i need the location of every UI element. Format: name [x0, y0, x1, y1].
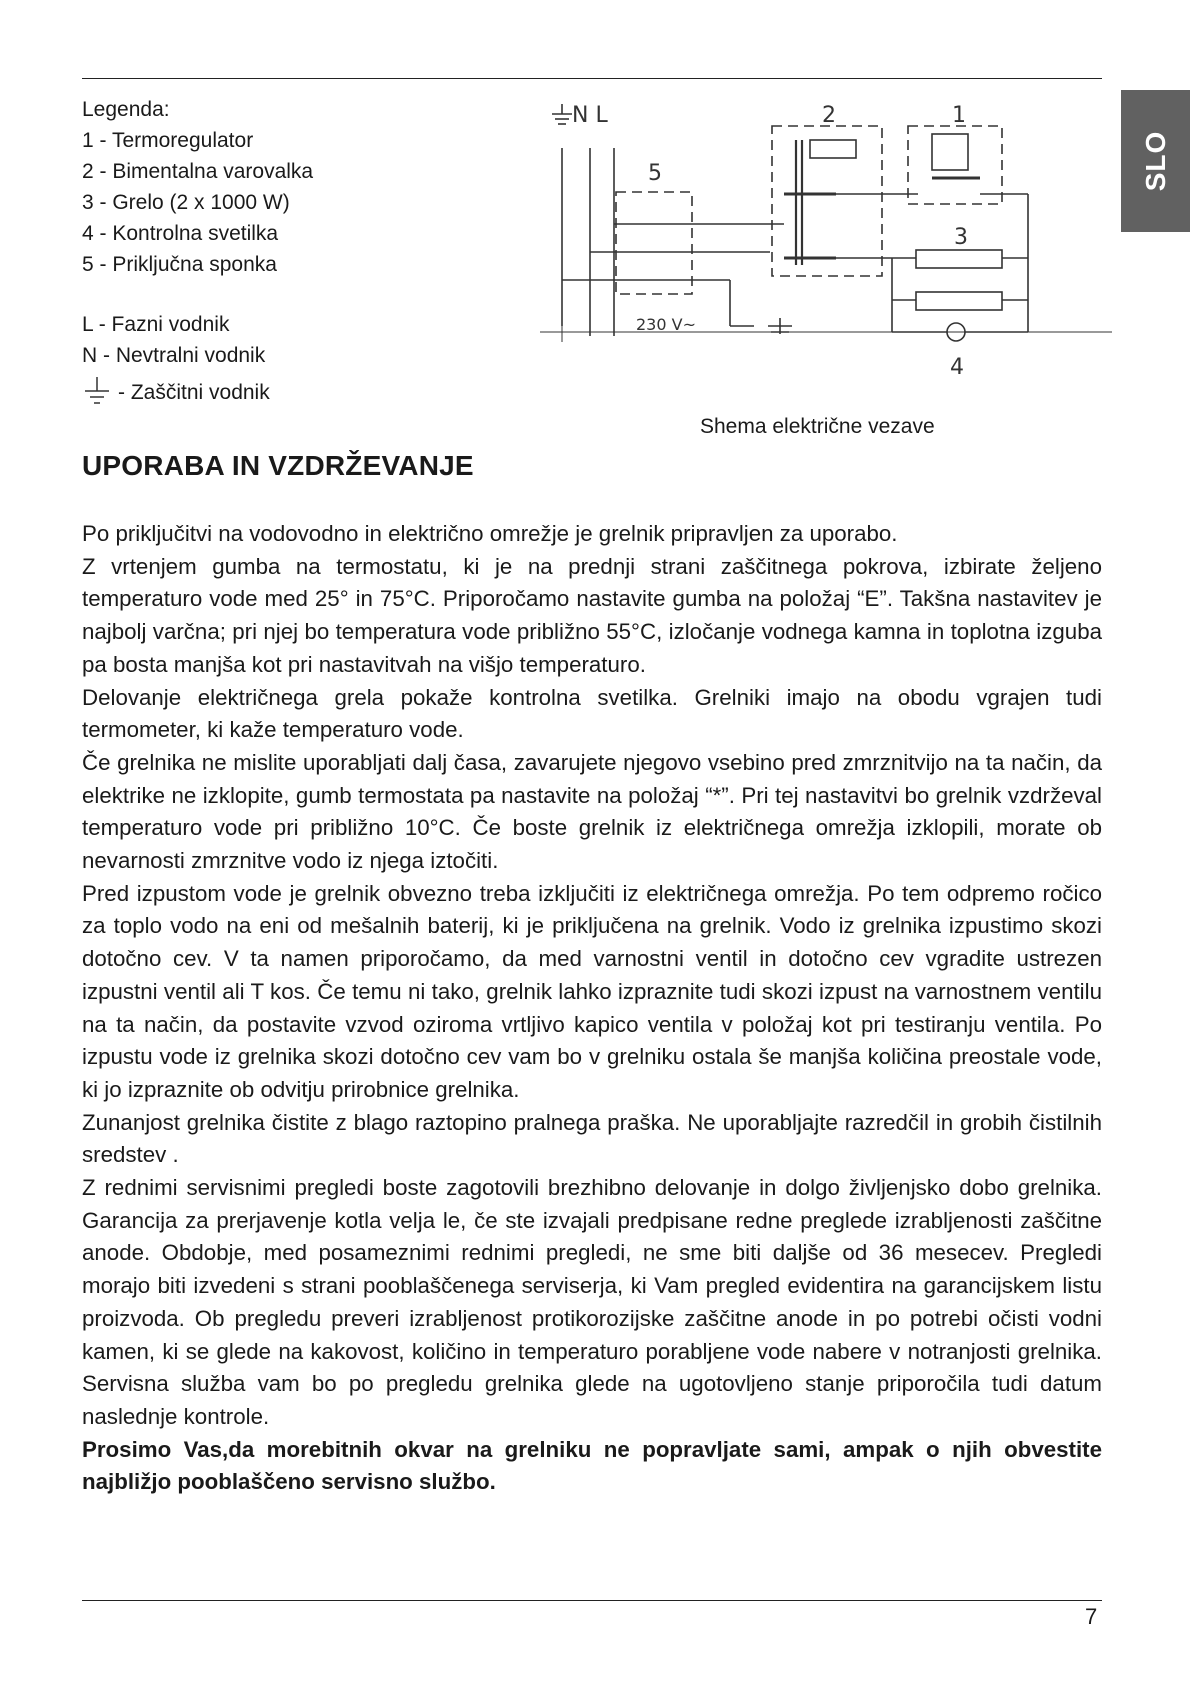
service-notice: Prosimo Vas,da morebitnih okvar na grelniku ne popravljate sami, ampak o njih obvestite najbližjo pooblaščeno servisno službo.: [82, 1436, 1102, 1495]
schema-label-3: 3: [954, 225, 968, 250]
legend-item: 4 - Kontrolna svetilka: [82, 222, 279, 245]
page-number: 7: [1085, 1604, 1098, 1629]
paragraph: Z rednimi servisnimi pregledi boste zagotovili brezhibno delovanje in dolgo življenjsko dobo grelnika. Garancija za prerjavenje kotla velja le, če ste izvajali predpisane redne preglede izrabljenosti zaščitne anode. Obdobje, med posameznimi rednimi pregledi, ne sme biti daljše od 36 mesecev. Pregledi morajo biti izvedeni s strani pooblaščenega serviserja, ki Vam pregled evidentira na garancijskem listu proizvoda. Ob pregledu preveri izrabljenost protikorozijske zaščitne anode in po potrebi očisti vodni kamen, ki se glede na kakovost, količino in temperaturo porabljene vode nabere v notranjosti grelnika. Servisna služba vam bo po pregledu grelnika glede na ugotovljeno stanje priporočila tudi datum naslednje kontrole.: [82, 1175, 1102, 1429]
legend-item: 1 - Termoregulator: [82, 129, 254, 152]
paragraph: Če grelnika ne mislite uporabljati dalj časa, zavarujete njegovo vsebino pred zmrznitvijo na ta način, da elektrike ne izklopite, gumb termostata pa nastavite na položaj “*”. Pri tej nastavitvi bo grelnik vzdrževal temperaturo vode pri približno 10°C. Če boste grelnik iz električnega omrežja izklopili, morate ob nevarnosti zmrznitve vodo iz njega iztočiti.: [82, 749, 1102, 874]
legend-title: Legenda:: [82, 98, 170, 121]
schema-caption: Shema električne vezave: [700, 415, 935, 438]
body-text: [82, 518, 1102, 1499]
wiring-schematic: [540, 100, 1112, 410]
schema-voltage-label: 230 V~: [636, 315, 696, 334]
paragraph: Delovanje električnega grela pokaže kontrolna svetilka. Grelniki imajo na obodu vgrajen tudi termometer, ki kaže temperaturo vode.: [82, 684, 1102, 743]
legend-conductor: N - Nevtralni vodnik: [82, 344, 266, 367]
language-tab: [1121, 90, 1190, 232]
schema-label-2: 2: [822, 103, 836, 128]
legend-conductor: L - Fazni vodnik: [82, 313, 230, 336]
language-tab-label: SLO: [1139, 130, 1171, 192]
legend-item: 3 - Grelo (2 x 1000 W): [82, 191, 290, 214]
section-heading: UPORABA IN VZDRŽEVANJE: [82, 450, 474, 481]
schema-label-1: 1: [952, 103, 966, 128]
ground-symbol-icon: [82, 375, 112, 409]
schema-label-5: 5: [648, 161, 662, 186]
legend: [82, 94, 313, 409]
paragraph: Po priključitvi na vodovodno in električno omrežje je grelnik pripravljen za uporabo.: [82, 521, 898, 546]
paragraph: Z vrtenjem gumba na termostatu, ki je na prednji strani zaščitnega pokrova, izbirate željeno temperaturo vode med 25° in 75°C. Priporočamo nastavite gumba na položaj “E”. Takšna nastavitev je najbolj varčna; pri njej bo temperatura vode približno 55°C, izločanje vodnega kamna in toplotna izguba pa bosta manjša kot pri nastavitvah na višjo temperaturo.: [82, 553, 1102, 677]
bottom-rule: [82, 1600, 1102, 1601]
schema-top-label: N L: [572, 103, 608, 128]
top-rule: [82, 78, 1102, 79]
paragraph: Pred izpustom vode je grelnik obvezno treba izključiti iz električnega omrežja. Po tem odpremo ročico za toplo vodo na eni od mešalnih baterij, ki je priključena na grelnik. Vodo iz grelnika izpustimo skozi dotočno cev. V ta namen priporočamo, da med varnostni ventil in dotočno cev vgradite ustrezen izpustni ventil ali T kos. Če temu ni tako, grelnik lahko izpraznite tudi skozi izpust na varnostnem ventilu na ta način, da postavite vzvod oziroma vrtljivo kapico ventila v položaj kot pri testiranju ventila. Po izpustu vode iz grelnika skozi dotočno cev vam bo v grelniku ostala še manjša količina preostale vode, ki jo izpraznite ob odvitju prirobnice grelnika.: [82, 880, 1102, 1102]
legend-ground-row: [82, 375, 313, 409]
legend-item: 5 - Priključna sponka: [82, 253, 277, 276]
paragraph: Zunanjost grelnika čistite z blago raztopino pralnega praška. Ne uporabljajte razredčil in grobih čistilnih sredstev .: [82, 1109, 1102, 1168]
legend-item: 2 - Bimentalna varovalka: [82, 160, 314, 183]
schema-label-4: 4: [950, 355, 964, 380]
legend-ground-label: - Zaščitni vodnik: [118, 380, 270, 404]
